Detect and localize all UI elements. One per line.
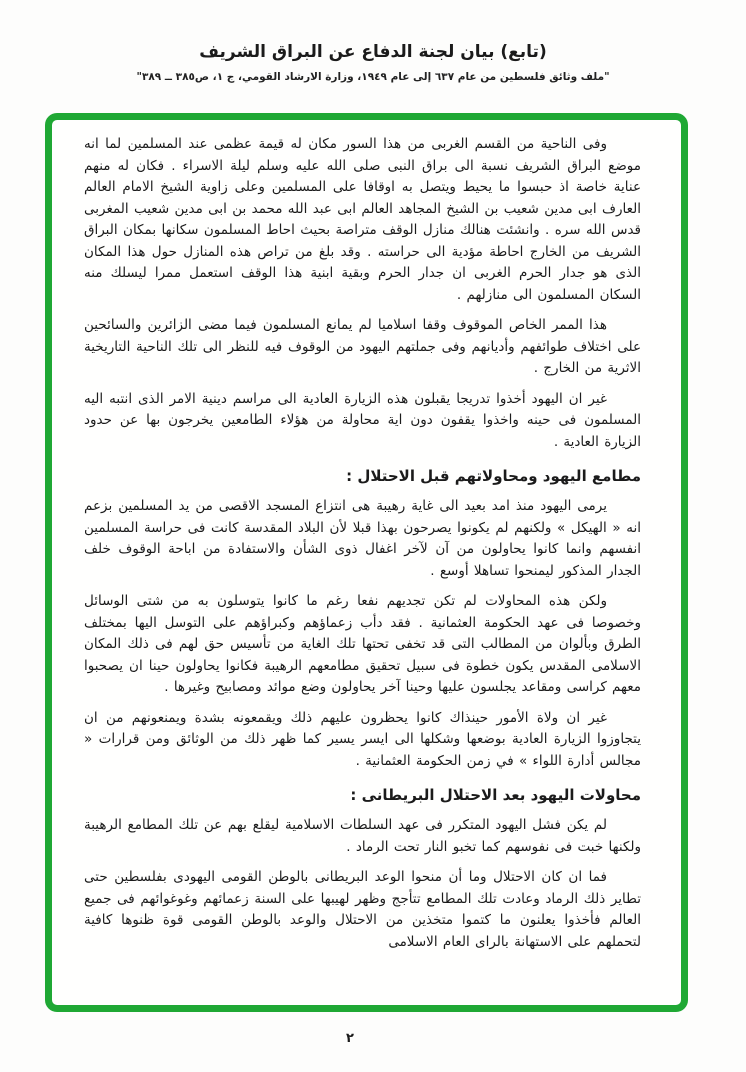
section1-paragraph-3: غير ان ولاة الأمور حينذاك كانوا يحظرون عليهم ذلك ويقمعونه بشدة ويمنعونهم من ان يتجاوزوا الزيارة العادية بوضعها وشكلها الى ايسر يسير كما ظهر ذلك من الوثائق ومن قرارات « مجالس أدارة اللواء » في زمن الحكومة العثمانية . — [84, 709, 641, 769]
intro-paragraph-2: هذا الممر الخاص الموقوف وقفا اسلاميا لم يمانع المسلمون فيما مضى الزائرين والسائحين على اختلاف طوائفهم وأديانهم وفى جملتهم اليهود من الوقوف فيه للنظر الى تلك الناحية التاريخية الاثرية من الخارج . — [84, 317, 641, 376]
section1-paragraph-1: يرمى اليهود منذ امد بعيد الى غاية رهيبة هى انتزاع المسجد الاقصى من يد المسلمين بزعم انه « الهيكل » ولكنهم لم يكونوا يصرحون بهذا قبلا لأن البلاد المقدسة كانت فى حراسة المسلمين انفسهم وانما كانوا يحاولون من آن لآخر اغفال ذوى الشأن والاستفادة من اباحة الوقوف خلف الجدار المذكور ليمنحوا تساهلا أوسع . — [84, 498, 641, 579]
document-title: (تابع) بيان لجنة الدفاع عن البراق الشريف — [199, 42, 547, 62]
section-heading-after-british-occupation: محاولات اليهود بعد الاحتلال البريطانى : — [350, 786, 641, 804]
intro-paragraph-3: غير ان اليهود أخذوا تدريجا يقبلون هذه الزيارة العادية الى مراسم دينية الامر الذى انتبه اليه المسلمون فى حينه واخذوا يقفون دون اية محاولة من هؤلاء الطامعين يخرجون بها عن حدود الزيارة العادية . — [84, 390, 641, 450]
document-source-citation: "ملف وثائق فلسطين من عام ٦٣٧ إلى عام ١٩٤٩، وزارة الارشاد القومي، ج ١، ص٣٨٥ ــ ٣٨٩" — [136, 71, 610, 83]
section2-paragraph-1: لم يكن فشل اليهود المتكرر فى عهد السلطات الاسلامية ليقلع بهم عن تلك المطامع الرهيبة ولكنها خبت فى نفوسهم كما تخبو النار تحت الرماد . — [84, 817, 641, 855]
page-number: ٢ — [346, 1031, 354, 1046]
intro-paragraph-1: وفى الناحية من القسم الغربى من هذا السور مكان له قيمة عظمى عند المسلمين لما انه موضع البراق الشريف نسبة الى براق النبى صلى الله عليه وسلم ليلة الاسراء . فكان له منهم عناية خاصة اذ حبسوا ما يحيط ويتصل به اوقافا على المسلمين وعلى زاوية الشيخ الامام العالم العارف ابى مدين شعيب بن الشيخ المجاهد العالم ابى عبد الله محمد بن ابى مدين شعيب المغربى قدس الله سره . وانشئت هنالك منازل الوقف متراصة بحيث احاط المسلمون سكانها بمكان البراق الشريف من الخارج احاطة مؤدية الى حراسته . وقد بلغ من تراص هذه المنازل حول هذا المكان الذى هو جدار الحرم الغربى ان جدار الحرم وبقية ابنية هذا الوقف استعمل ممرا ليسلك منه السكان المسلمون الى منازلهم . — [84, 136, 641, 303]
section2-paragraph-2: فما ان كان الاحتلال وما أن منحوا الوعد البريطانى بالوطن القومى اليهودى بفلسطين حتى تطاير ذلك الرماد وعادت تلك المطامع تتأجج وظهر لهيبها على السنة زعمائهم وغوغوائهم فى جميع العالم فأخذوا يعلنون ما كتموا متخذين من الاحتلال والوعد بالوطن القومى قوة ظنوها كافية لتحملهم على الاستهانة بالراى العام الاسلامى — [84, 869, 641, 950]
section-heading-before-occupation: مطامع اليهود ومحاولاتهم قبل الاحتلال : — [346, 467, 641, 485]
green-content-frame — [45, 113, 688, 1012]
section1-paragraph-2: ولكن هذه المحاولات لم تكن تجديهم نفعا رغم ما كانوا يتوسلون به من شتى الوسائل وخصوصا فى عهد الحكومة العثمانية . فقد دأب زعماؤهم وكبراؤهم على التوسل اليها بمختلف الطرق وبألوان من المطالب التى قد تخفى تحتها تلك الغاية من تأسيس حق لهم فى ذلك المكان الاسلامى المقدس يكون خطوة فى سبيل تحقيق مطامعهم الرهيبة فكانوا يحاولون حينا ان يصحبوا معهم كراسى ومقاعد يجلسون عليها وحينا آخر يحاولون وضع موائد ومصابيح وغيرها . — [84, 593, 641, 695]
page-header — [0, 42, 746, 83]
